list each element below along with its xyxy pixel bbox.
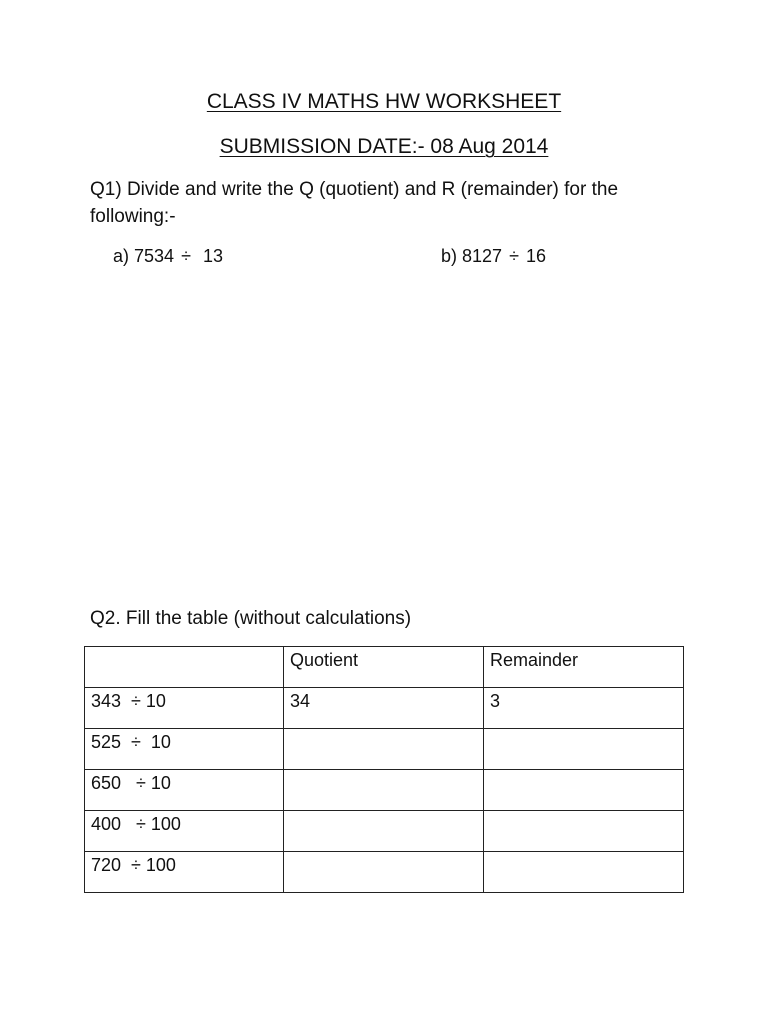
submission-date: [0, 135, 768, 159]
submission-date-text: SUBMISSION DATE:- 08 Aug 2014: [219, 135, 549, 158]
part-b-divisor: 16: [525, 246, 547, 266]
table-row: [85, 688, 684, 729]
remainder-cell: [484, 811, 684, 852]
quotient-remainder-table: [84, 646, 684, 893]
question-1-part-a: [113, 244, 223, 268]
question-1-text: Q1) Divide and write the Q (quotient) and R (remainder) for the following:-: [90, 179, 619, 227]
remainder-cell: 3: [484, 688, 684, 729]
part-a-divisor: 13: [197, 246, 224, 266]
division-expression: 525 ÷ 10: [85, 729, 284, 770]
remainder-cell: [484, 729, 684, 770]
division-sign: ÷: [181, 246, 191, 266]
table-row: [85, 770, 684, 811]
part-a-label: a) 7534: [113, 246, 175, 266]
table-header-row: [85, 647, 684, 688]
worksheet-title: [0, 90, 768, 114]
quotient-cell: [284, 811, 484, 852]
division-expression: 400 ÷ 100: [85, 811, 284, 852]
part-b-label: b) 8127: [441, 246, 503, 266]
quotient-cell: [284, 729, 484, 770]
worksheet-title-text: CLASS IV MATHS HW WORKSHEET: [206, 90, 562, 113]
remainder-cell: [484, 852, 684, 893]
quotient-cell: [284, 852, 484, 893]
question-1-part-b: [441, 244, 546, 268]
table-row: [85, 811, 684, 852]
table-header-blank: [85, 647, 284, 688]
table-header-remainder: Remainder: [484, 647, 684, 688]
question-2-text: Q2. Fill the table (without calculations): [90, 608, 412, 629]
division-expression: 650 ÷ 10: [85, 770, 284, 811]
table-row: [85, 852, 684, 893]
division-sign: ÷: [509, 246, 519, 266]
remainder-cell: [484, 770, 684, 811]
quotient-cell: 34: [284, 688, 484, 729]
division-expression: 343 ÷ 10: [85, 688, 284, 729]
table-header-quotient: Quotient: [284, 647, 484, 688]
quotient-cell: [284, 770, 484, 811]
division-expression: 720 ÷ 100: [85, 852, 284, 893]
table-row: [85, 729, 684, 770]
